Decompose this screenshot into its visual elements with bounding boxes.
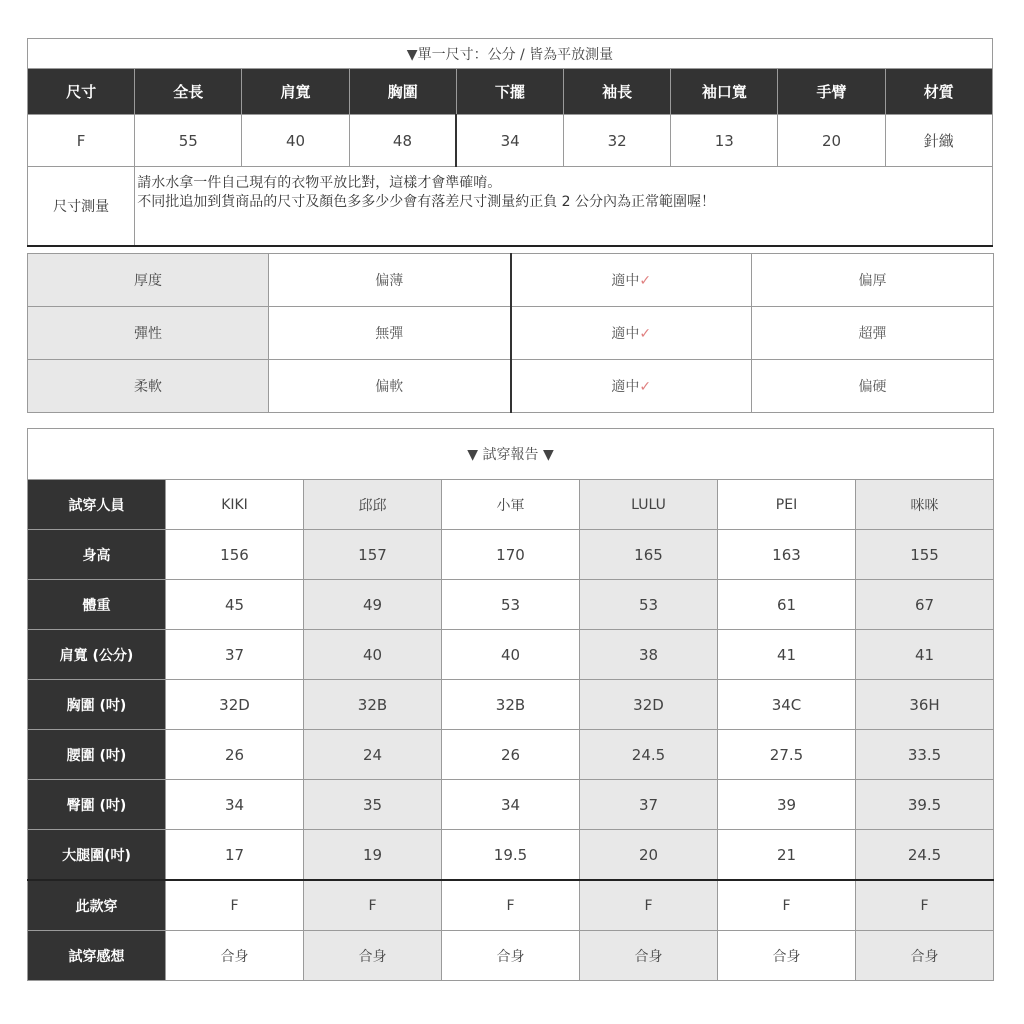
tryon-value-cell: 33.5	[856, 730, 994, 780]
size-header-cell: 手臂	[778, 69, 885, 115]
size-value-cell: 32	[564, 115, 671, 167]
tryon-value-cell: PEI	[718, 480, 856, 530]
size-header-cell: 全長	[135, 69, 242, 115]
tryon-value-cell: 19	[304, 830, 442, 881]
size-table	[27, 38, 993, 247]
feel-row-label: 柔軟	[28, 360, 269, 413]
tryon-value-cell: 20	[580, 830, 718, 881]
feel-option-label: 適中	[611, 379, 640, 395]
feel-option-label: 偏厚	[858, 273, 887, 289]
feel-option-cell	[752, 360, 994, 413]
tryon-value-cell: 32D	[166, 680, 304, 730]
tryon-value-cell: 合身	[442, 931, 580, 981]
size-header-cell: 胸圍	[349, 69, 456, 115]
feel-row-label: 厚度	[28, 254, 269, 307]
tryon-value-cell: 24	[304, 730, 442, 780]
tryon-value-cell: 21	[718, 830, 856, 881]
tryon-value-cell: 小軍	[442, 480, 580, 530]
size-header-cell: 尺寸	[28, 69, 135, 115]
tryon-value-cell: 165	[580, 530, 718, 580]
tryon-value-cell: 26	[166, 730, 304, 780]
tryon-row-header: 大腿圍(吋)	[28, 830, 166, 881]
measure-label: 尺寸測量	[28, 167, 135, 247]
tryon-value-cell: 67	[856, 580, 994, 630]
tryon-row-header: 此款穿	[28, 880, 166, 931]
tryon-value-cell: 40	[304, 630, 442, 680]
tryon-value-cell: KIKI	[166, 480, 304, 530]
tryon-value-cell: 合身	[166, 931, 304, 981]
measure-note-line: 不同批追加到貨商品的尺寸及顏色多多少少會有落差尺寸測量約正負 2 公分內為正常範圍喔！	[137, 194, 716, 210]
tryon-value-cell: 32B	[442, 680, 580, 730]
tryon-row-header: 試穿人員	[28, 480, 166, 530]
size-header-cell: 肩寬	[242, 69, 349, 115]
fabric-feel-table	[27, 253, 994, 413]
feel-option-label: 超彈	[858, 326, 887, 342]
tryon-value-cell: 32D	[580, 680, 718, 730]
tryon-value-cell: 163	[718, 530, 856, 580]
feel-option-cell	[269, 254, 511, 307]
tryon-row	[28, 780, 994, 830]
feel-option-cell	[269, 360, 511, 413]
tryon-row-header: 體重	[28, 580, 166, 630]
tryon-value-cell: 35	[304, 780, 442, 830]
tryon-value-cell: 39	[718, 780, 856, 830]
size-header-cell: 材質	[885, 69, 992, 115]
tryon-value-cell: 合身	[304, 931, 442, 981]
tryon-row-header: 臀圍 (吋)	[28, 780, 166, 830]
tryon-row-header: 胸圍 (吋)	[28, 680, 166, 730]
tryon-row-header: 試穿感想	[28, 931, 166, 981]
tryon-value-cell: 26	[442, 730, 580, 780]
feel-option-cell	[752, 307, 994, 360]
measure-note	[135, 167, 993, 247]
measure-note-line: 請水水拿一件自己現有的衣物平放比對，這樣才會準確唷。	[137, 175, 502, 191]
tryon-value-cell: 邱邱	[304, 480, 442, 530]
tryon-value-cell: 合身	[580, 931, 718, 981]
tryon-value-cell: 合身	[856, 931, 994, 981]
size-value-cell: 40	[242, 115, 349, 167]
tryon-value-cell: F	[856, 880, 994, 931]
tryon-value-cell: 34	[442, 780, 580, 830]
tryon-value-cell: 34	[166, 780, 304, 830]
tryon-row	[28, 830, 994, 881]
tryon-row	[28, 680, 994, 730]
tryon-value-cell: F	[304, 880, 442, 931]
tryon-value-cell: 45	[166, 580, 304, 630]
tryon-value-cell: 41	[856, 630, 994, 680]
tryon-value-cell: 32B	[304, 680, 442, 730]
size-header-cell: 袖長	[564, 69, 671, 115]
feel-option-label: 偏薄	[375, 273, 404, 289]
tryon-value-cell: 19.5	[442, 830, 580, 881]
feel-option-cell	[511, 307, 752, 360]
tryon-row	[28, 580, 994, 630]
feel-row	[28, 254, 994, 307]
tryon-value-cell: 34C	[718, 680, 856, 730]
tryon-value-cell: F	[718, 880, 856, 931]
tryon-value-cell: 53	[442, 580, 580, 630]
tryon-row	[28, 530, 994, 580]
feel-row	[28, 360, 994, 413]
tryon-row-header: 肩寬 (公分)	[28, 630, 166, 680]
tryon-value-cell: 36H	[856, 680, 994, 730]
tryon-value-cell: LULU	[580, 480, 718, 530]
tryon-value-cell: 24.5	[856, 830, 994, 881]
feel-option-cell	[752, 254, 994, 307]
tryon-value-cell: 53	[580, 580, 718, 630]
tryon-value-cell: F	[580, 880, 718, 931]
check-mark-icon: ✓	[639, 326, 652, 342]
feel-option-cell	[511, 360, 752, 413]
check-mark-icon: ✓	[639, 379, 652, 395]
tryon-row	[28, 630, 994, 680]
tryon-report-title: ▼ 試穿報告 ▼	[28, 429, 994, 480]
size-value-cell: 針織	[885, 115, 992, 167]
tryon-value-cell: 合身	[718, 931, 856, 981]
feel-option-label: 偏硬	[858, 379, 887, 395]
tryon-value-cell: 170	[442, 530, 580, 580]
size-table-title: ▼單一尺寸：公分 / 皆為平放測量	[28, 39, 993, 69]
tryon-value-cell: 27.5	[718, 730, 856, 780]
size-value-cell: 13	[671, 115, 778, 167]
tryon-row	[28, 931, 994, 981]
tryon-value-cell: 39.5	[856, 780, 994, 830]
tryon-value-cell: 49	[304, 580, 442, 630]
feel-option-label: 適中	[611, 273, 640, 289]
size-value-cell: 20	[778, 115, 885, 167]
tryon-row	[28, 480, 994, 530]
tryon-value-cell: 咪咪	[856, 480, 994, 530]
tryon-report-table	[27, 428, 994, 981]
size-value-cell: 48	[349, 115, 456, 167]
tryon-value-cell: 24.5	[580, 730, 718, 780]
tryon-value-cell: 157	[304, 530, 442, 580]
tryon-value-cell: F	[442, 880, 580, 931]
tryon-row-header: 身高	[28, 530, 166, 580]
tryon-value-cell: 17	[166, 830, 304, 881]
size-value-cell: 55	[135, 115, 242, 167]
tryon-value-cell: 37	[580, 780, 718, 830]
tryon-row	[28, 730, 994, 780]
tryon-row	[28, 880, 994, 931]
tryon-value-cell: 37	[166, 630, 304, 680]
check-mark-icon: ✓	[639, 273, 652, 289]
tryon-value-cell: F	[166, 880, 304, 931]
tryon-value-cell: 61	[718, 580, 856, 630]
size-header-cell: 袖口寬	[671, 69, 778, 115]
tryon-value-cell: 40	[442, 630, 580, 680]
feel-option-label: 無彈	[375, 326, 404, 342]
size-value-cell: 34	[456, 115, 563, 167]
feel-option-cell	[269, 307, 511, 360]
size-value-cell: F	[28, 115, 135, 167]
tryon-value-cell: 155	[856, 530, 994, 580]
feel-row	[28, 307, 994, 360]
size-header-cell: 下擺	[456, 69, 563, 115]
feel-option-cell	[511, 254, 752, 307]
tryon-row-header: 腰圍 (吋)	[28, 730, 166, 780]
tryon-value-cell: 38	[580, 630, 718, 680]
tryon-value-cell: 156	[166, 530, 304, 580]
feel-option-label: 偏軟	[375, 379, 404, 395]
tryon-value-cell: 41	[718, 630, 856, 680]
feel-option-label: 適中	[611, 326, 640, 342]
feel-row-label: 彈性	[28, 307, 269, 360]
